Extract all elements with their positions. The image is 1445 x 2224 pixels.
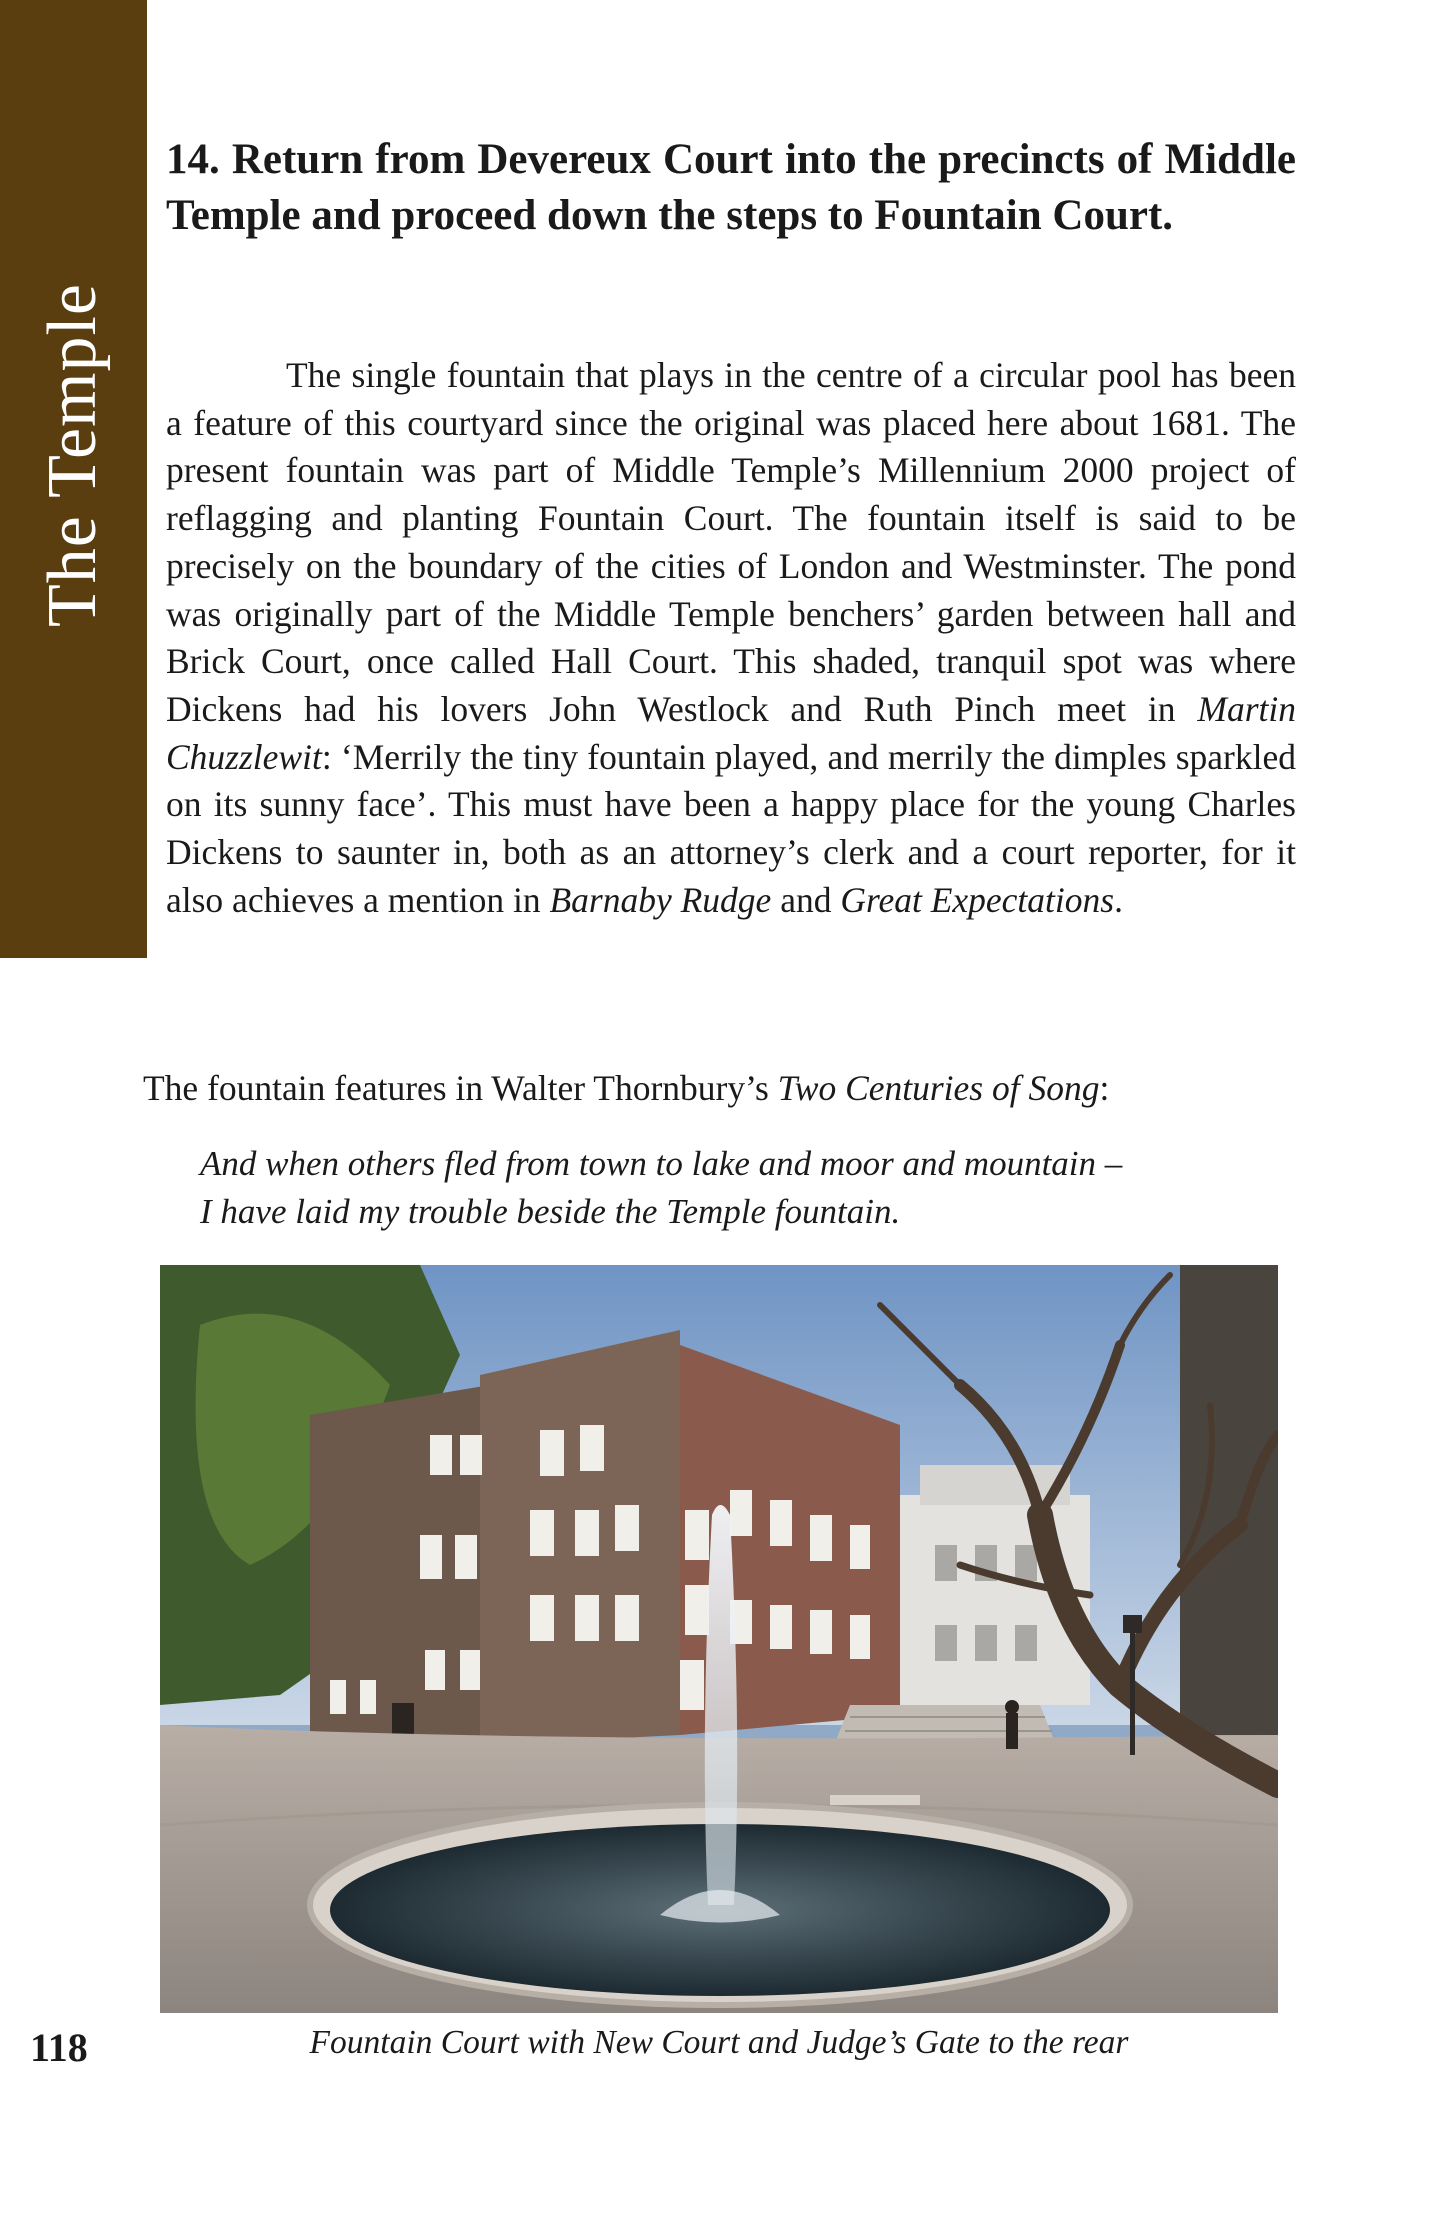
paragraph-text: . [1114,879,1123,920]
main-paragraph [166,352,1296,924]
book-title: Great Expectations [840,879,1115,920]
quote-intro: The fountain features in Walter Thornbury’s Two Centuries of Song: [143,1068,1110,1108]
book-title: Martin Chuzzlewit [166,688,1296,777]
side-tab [0,0,147,958]
paragraph-text: : ‘Merrily the tiny fountain played, and merrily the dimples sparkled on its sunny face’. This must have been a happy place for the young Charles Dickens to saunter in, both as an attorney’s clerk and a court reporter, for it also achieves a mention in [166,736,1296,920]
section-title: The Temple [34,283,111,627]
photo-caption: Fountain Court with New Court and Judge’s Gate to the rear [309,2024,1129,2061]
book-title: Barnaby Rudge [549,879,772,920]
verse-line: And when others fled from town to lake and moor and mountain – [200,1144,1123,1183]
book-title: Two Centuries of Song [777,1068,1100,1108]
verse-quote [200,1140,1300,1236]
step-heading: 14. Return from Devereux Court into the precincts of Middle Temple and proceed down the steps to Fountain Court. [166,136,1296,239]
fountain-court-photo [160,1265,1278,2013]
page-number: 118 [30,2025,88,2070]
paragraph-text: and [771,879,841,920]
verse-line: I have laid my trouble beside the Temple fountain. [200,1192,901,1231]
paragraph-text: The single fountain that plays in the centre of a circular pool has been a feature of this courtyard since the original was placed here about 1681. The present fountain was part of Middle Temple’s Millennium 2000 project of reflagging and planting Fountain Court. The fountain itself is said to be precisely on the boundary of the cities of London and Westminster. The pond was originally part of the Middle Temple benchers’ garden between hall and Brick Court, once called Hall Court. This shaded, tranquil spot was where Dickens had his lovers John Westlock and Ruth Pinch meet in [166,355,1296,729]
